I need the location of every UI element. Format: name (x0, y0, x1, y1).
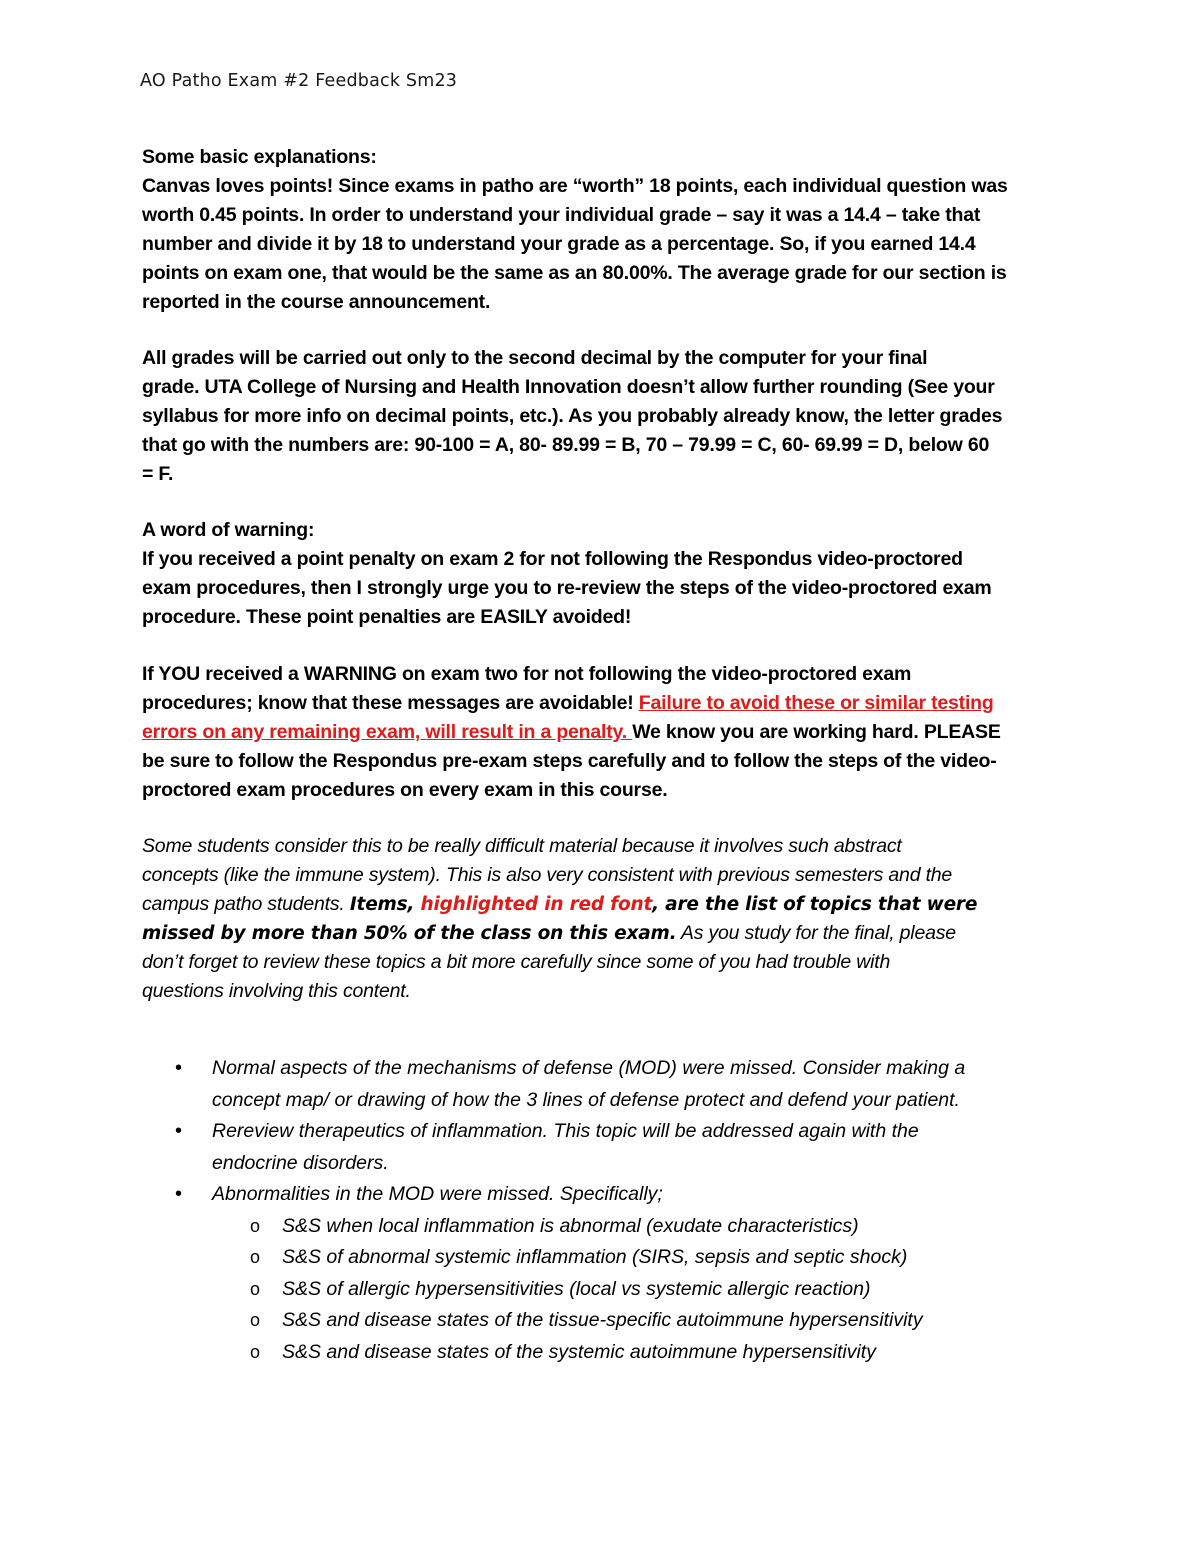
paragraph-line (142, 660, 1072, 689)
list-item (142, 1116, 1072, 1179)
text-run: received a WARNING on exam two for not following the video-proctored exam (200, 663, 912, 685)
sub-list-item-text: S&S of allergic hypersensitivities (local vs systemic allergic reaction) (282, 1277, 871, 1300)
paragraph-line (142, 718, 1072, 747)
text-run-emphasis: , are the list of topics that were (652, 894, 978, 915)
sub-list-item-text: S&S and disease states of the systemic autoimmune hypersensitivity (282, 1340, 876, 1363)
paragraph-line: procedure. These point penalties are EASILY avoided! (142, 606, 632, 628)
list-item-line: Abnormalities in the MOD were missed. Specifically; (212, 1183, 663, 1205)
sub-list-item-text: S&S and disease states of the tissue-specific autoimmune hypersensitivity (282, 1309, 923, 1331)
paragraph-line: If you received a point penalty on exam 2 for not following the Respondus video-proctored (142, 548, 963, 570)
section-basic-explanations (142, 143, 1072, 317)
paragraph-line: = F. (142, 463, 174, 485)
circle-bullet-icon: o (250, 1278, 261, 1299)
circle-bullet-icon: o (250, 1341, 261, 1362)
paragraph-line (142, 890, 1072, 919)
circle-bullet-icon: o (250, 1310, 261, 1330)
text-run: procedures; know that these messages are avoidable! (142, 692, 639, 714)
penalty-warning-text: errors on any remaining exam, will result in a penalty. (142, 721, 633, 743)
paragraph-line: be sure to follow the Respondus pre-exam steps carefully and to follow the steps of the video- (142, 750, 997, 772)
text-run: We know you are working hard. (632, 721, 924, 743)
paragraph-line (142, 919, 1072, 948)
paragraph-line: worth 0.45 points. In order to understand your individual grade – say it was a 14.4 – take that (142, 204, 981, 226)
paragraph-line: concepts (like the immune system). This is also very consistent with previous semesters and the (142, 864, 953, 886)
missed-topics-list (142, 1053, 1072, 1368)
paragraph-line: number and divide it by 18 to understand your grade as a percentage. So, if you earned 14.4 (142, 233, 976, 255)
bullet-icon: • (175, 1057, 183, 1079)
penalty-warning-text: Failure to avoid these or similar testing (638, 692, 994, 714)
circle-bullet-icon: o (250, 1215, 261, 1236)
section-grades (142, 344, 1072, 489)
list-item (142, 1179, 1072, 1211)
circle-bullet-icon: o (250, 1247, 261, 1267)
paragraph-line: grade. UTA College of Nursing and Health Innovation doesn’t allow further rounding (See your (142, 376, 995, 398)
bullet-icon: • (175, 1183, 183, 1205)
paragraph-line: that go with the numbers are: 90-100 = A, 80- 89.99 = B, 70 – 79.99 = C, 60- 69.99 = D, below 60 (142, 434, 990, 456)
text-run-bold: YOU (158, 663, 201, 685)
sub-list-item (142, 1337, 1072, 1369)
text-run: campus patho students. (142, 893, 350, 915)
paragraph-line: points on exam one, that would be the same as an 80.00%. The average grade for our section is (142, 262, 1007, 284)
sub-list-item (142, 1211, 1072, 1243)
sub-list-item (142, 1242, 1072, 1274)
text-run-emphasis: Items, (349, 894, 421, 915)
text-run: If (142, 663, 159, 685)
paragraph-line: don’t forget to review these topics a bit more carefully since some of you had trouble with (142, 951, 891, 973)
paragraph-line: All grades will be carried out only to the second decimal by the computer for your final (142, 347, 928, 369)
paragraph-line: exam procedures, then I strongly urge you to re-review the steps of the video-proctored exam (142, 577, 992, 599)
list-item-line: Rereview therapeutics of inflammation. This topic will be addressed again with the (212, 1120, 919, 1142)
paragraph-line: questions involving this content. (142, 980, 411, 1002)
sub-list-item (142, 1305, 1072, 1337)
paragraph-line: proctored exam procedures on every exam in this course. (142, 779, 668, 801)
sub-list-item (142, 1274, 1072, 1306)
section-warning-notice (142, 660, 1072, 805)
highlighted-red-text: highlighted in red font (420, 894, 653, 915)
section-heading: Some basic explanations: (142, 146, 377, 168)
paragraph-line: syllabus for more info on decimal points, etc.). As you probably already know, the letter grades (142, 405, 1003, 427)
paragraph-line: Some students consider this to be really difficult material because it involves such abstract (142, 835, 902, 857)
list-item-line: endocrine disorders. (212, 1151, 389, 1174)
paragraph-line: Canvas loves points! Since exams in patho are “worth” 18 points, each individual question was (142, 175, 1008, 197)
section-missed-topics-intro (142, 832, 1072, 1006)
text-run-emphasis: missed by more than 50% of the class on this exam. (142, 923, 677, 944)
bullet-icon: • (175, 1120, 183, 1142)
section-heading: A word of warning: (142, 519, 315, 541)
paragraph-line (142, 689, 1072, 718)
list-item-line: concept map/ or drawing of how the 3 lines of defense protect and defend your patient. (212, 1088, 960, 1111)
paragraph-line: reported in the course announcement. (142, 291, 491, 313)
page-header: AO Patho Exam #2 Feedback Sm23 (140, 71, 458, 91)
text-run: As you study for the final, please (676, 922, 956, 944)
list-item-line: Normal aspects of the mechanisms of defense (MOD) were missed. Consider making a (212, 1057, 966, 1079)
section-warning (142, 516, 1072, 632)
sub-list-item-text: S&S of abnormal systemic inflammation (SIRS, sepsis and septic shock) (282, 1246, 908, 1268)
sub-list-item-text: S&S when local inflammation is abnormal (exudate characteristics) (282, 1214, 859, 1237)
list-item (142, 1053, 1072, 1116)
text-run-bold: PLEASE (923, 721, 1001, 743)
